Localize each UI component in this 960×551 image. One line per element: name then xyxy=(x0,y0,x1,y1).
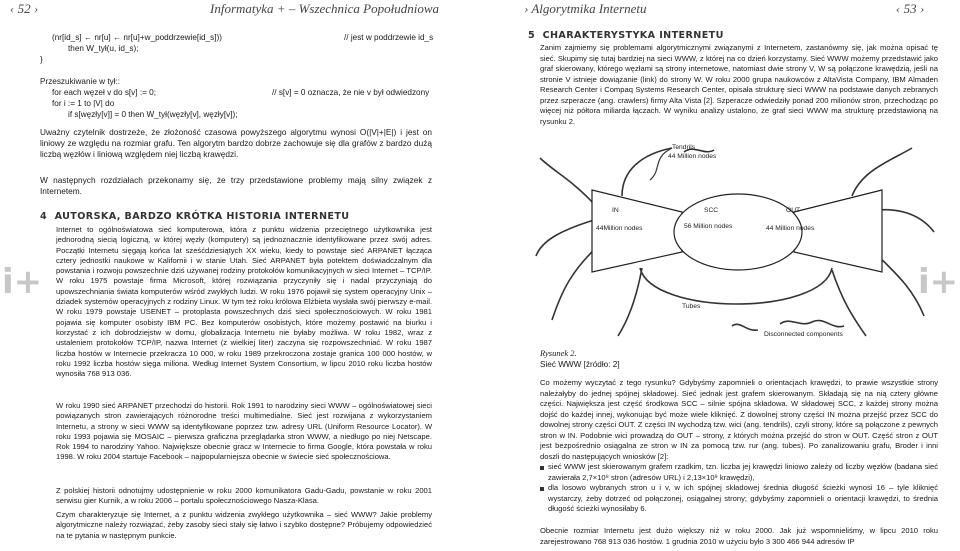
in-count: 44Million nodes xyxy=(596,225,643,232)
conclusion-item: sieć WWW jest skierowanym grafem rzadkim, tzn. liczba jej krawędzi liniowo zależy od liczby węzłów (badana sieć zawierała 2,7×10⁸ stron (adresów URL) i 2,13×10⁹ krawędzi), xyxy=(540,462,938,483)
bow-tie-diagram xyxy=(532,140,938,340)
paragraph-next-chapters: W następnych rozdziałach przekonamy się, że trzy przedstawione problemy mają silny związek z Internetem. xyxy=(40,175,432,197)
section-5-number: 5 xyxy=(528,30,536,41)
tendril-path xyxy=(852,148,912,196)
tendril-path xyxy=(536,220,594,256)
code-line-1: (nr[id_s] ← nr[u] ← nr[u]+w_poddrzewie[id_s])) xyxy=(52,33,222,42)
conclusions-list xyxy=(540,462,938,515)
scc-count: 56 Million nodes xyxy=(684,223,733,230)
paragraph-questions: Czym charakteryzuje się Internet, a z punktu widzenia zwykłego użytkownika – sieć WWW? Jakie problemy algorytmiczne należy rozwiązać, żeby zasoby sieci stały się łatwo i szybko dostępne? Próbujemy odpowiedzieć na te pytania w następnym punkcie. xyxy=(56,510,432,540)
tendrils-label: Tendrils xyxy=(672,144,696,151)
disconnected-label: Disconnected components xyxy=(764,331,843,338)
scc-label: SCC xyxy=(704,207,719,214)
code-line-5: for each węzeł v do s[v] := 0; xyxy=(52,88,156,97)
code-line-2: then W_tył(u, id_s); xyxy=(68,44,139,53)
right-running-title: › Algorytmika Internetu xyxy=(524,1,647,16)
left-running-title: Informatyka + – Wszechnica Popołudniowa xyxy=(210,1,440,16)
paragraph-complexity: Uważny czytelnik dostrzeże, że złożoność czasowa powyższego algorytmu wynosi O(|V|+|E|) i jest on liniowy ze względu na rozmiar grafu. Ten algorytm bardzo dobrze zachowuje się dla grafów z bardzo dużą liczbą węzłów i liniową względem niej liczbą krawędzi. xyxy=(40,127,432,160)
tendrils-count: 44 Million nodes xyxy=(668,153,717,160)
paragraph-internet-size: Obecnie rozmiar Internetu jest dużo większy niż w roku 2000. Jak już wspomnieliśmy, w lipcu 2010 roku zarejestrowano 768 913 036 hostów. 1 grudnia 2010 w użyciu było 3 300 466 944 adresów IP xyxy=(540,526,938,546)
section-5-title: CHARAKTERYSTYKA INTERNETU xyxy=(542,30,724,41)
page-header xyxy=(0,0,960,18)
tube-path xyxy=(640,268,832,304)
tendril-path xyxy=(622,148,672,196)
section-4-number: 4 xyxy=(40,211,48,222)
section-4-title: AUTORSKA, BARDZO KRÓTKA HISTORIA INTERNETU xyxy=(54,211,350,222)
paragraph-figure-analysis: Co możemy wyczytać z tego rysunku? Gdybyśmy zapomnieli o orientacjach krawędzi, to prawie wszystkie strony należałyby do jednej spójnej składowej. Sieć jednak jest grafem skierowanym. Składają się na nią cztery główne części. Największa jest część środkowa SCC – silnie spójna składowa. W składowej SCC, z każdej strony można dojść do każdej innej, wykonując być może wiele kliknięć. Z dowolnej strony części IN można przejść przez SCC do dowolnej strony części OUT. Z części IN wychodzą tzw. wici (ang. tendrils), czyli strony, które są połączone z pewnych stron w IN. Podobnie wici prowadzą do OUT – strony, z których można przejść do stron w OUT. Część stron z OUT jest bezpośrednio osiągalna ze stron w IN za pomocą tzw. rur (ang. tubes). Po zanalizowaniu grafu, Broder i inni doszli do następujących wniosków [2]: xyxy=(540,378,938,461)
tendril-path xyxy=(618,268,642,336)
section-5-heading xyxy=(528,30,724,41)
disconnected-path xyxy=(780,320,844,326)
tendril-path xyxy=(540,158,594,204)
section-4-heading xyxy=(40,211,350,222)
tendril-path xyxy=(878,210,934,232)
code-line-7: if s[węzły[v]] = 0 then W_tył(węzły[v], węzły[v]); xyxy=(68,110,238,119)
code-line-6: for i := 1 to |V| do xyxy=(52,99,115,108)
code-line-4: Przeszukiwanie w tył:: xyxy=(40,77,121,86)
code-comment-1: // jest w poddrzewie id_s xyxy=(344,33,434,42)
code-comment-5: // s[v] = 0 oznacza, że nie v był odwiedzony xyxy=(272,88,430,97)
paragraph-history-1: Internet to ogólnoświatowa sieć komputerowa, która z punktu widzenia przeciętnego użytkownika jest jednorodną siecią logiczną, w której węzły (komputery) są jednoznacznie identyfikowane przez swój adres. Początki Internetu sięgają końca lat sześćdziesiątych XX wieku, kiedy to powstaje sieć ARPANET łącząca cztery jednostki naukowe w Kalifornii i w stanie Utah. Sieć ARPANET była potektem doświadczalnym dla powstania i rozwoju powszechnie dziś używanej rodziny protokołów komunikacyjnych w sieci Internet – TCP/IP. W roku 1975 powstaje firma Microsoft, której rozwiązania przyczyniły się i nadal przyczyniają do upowszechniania świata komputerów wśród zwykłych ludzi. W roku 1976 pojawił się system operacyjny Unix – dziadek systemów operacyjnych z rodziny Linux. W tym też roku królowa Elżbieta wysłała swój pierwszy e-mail. W roku 1979 powstaje USENET – protoplasta powszechnych dziś sieci społecznościowych. W roku 1981 pojawia się komputer osobisty IBM PC. Bez komputerów osobistych, które możemy postawić na biurku i korzystać z ich dobrodziejstw w domu, globalizacja Internetu nie byłaby możliwa. W roku 1982, wraz z ustaleniem protokołów TCP/IP, nazwa Internet (z wielkiej liter) zaczyna się rozpowszechniać. W roku 1987 liczba hostów w Internecie przekracza 10 000, w roku 1989 przekroczona zostaje granica 100 000 hostów, w roku 1992 liczba hostów sięga miliona. Według Internet System Consortium, w lipcu 2010 roku liczba hostów wynosiła 768 913 036. xyxy=(56,225,432,379)
out-label: OUT xyxy=(786,207,801,214)
paragraph-www-graph: Zanim zajmiemy się problemami algorytmicznymi związanymi z Internetem, zastanówmy się, jak można opisać tę sieć. Skupimy się tutaj bardziej na sieci WWW, z której na co dzień korzystamy. Sieć WWW możemy przedstawić jako graf skierowany, którego węzłami są strony internetowe, natomiast dwie strony V, W są połączone krawędzią, jeśli na stronie V istnieje dowiązanie (link) do strony W. W roku 2000 grupa naukowców z AltaVista Company, IBM Almaden Research Center i Compaq Systems Research Center, opisała strukturę sieci WWW na podstawie danych zebranych przez szperacze (ang. crawlers) firmy Alta Vista [2]. Szperacze odwiedziły ponad 200 milionów stron, przechodząc po więcej niż półtora miliarda łączach. W wyniku analizy ustalono, że graf sieci WWW ma strukturę przedstawioną na rysunku 2. xyxy=(540,43,938,126)
figure-caption-label: Rysunek 2. xyxy=(540,348,577,358)
in-label: IN xyxy=(612,207,619,214)
scc-region xyxy=(674,194,802,270)
paragraph-polish-history: Z polskiej historii odnotujmy udostępnienie w roku 2000 komunikatora Gadu-Gadu, powstanie w roku 2001 serwisu gier Kurnik, a w roku 2006 – portalu społecznościowego Nasza-Klasa. xyxy=(56,486,432,506)
code-line-3: } xyxy=(40,55,43,64)
disconnected-path xyxy=(732,324,758,330)
right-page-number: ‹ 53 › xyxy=(896,1,925,16)
tubes-label: Tubes xyxy=(682,303,701,310)
figure-caption-text: Sieć WWW [źródło: 2] xyxy=(540,360,620,369)
conclusion-item: dla losowo wybranych stron u i v, w ich spójnej składowej średnia długość ścieżki wynosi 16 – tyle kliknięć wystarczy, żeby dotrzeć od połączonej, osiągalnej strony; gdybyśmy zapomnieli o orientacji krawędzi, to średnia długość ścieżki wynosiłaby 6. xyxy=(540,483,938,515)
right-margin-logo: i+ xyxy=(918,262,959,302)
left-margin-logo: i+ xyxy=(2,262,43,302)
paragraph-history-2: W roku 1990 sieć ARPANET przechodzi do historii. Rok 1991 to narodziny sieci WWW – ogólnoświatowej sieci powiązanych stron zawierających różnorodne treści multimedialne. Sieć jest rozwijana z wykorzystaniem Internetu, a strony w sieci WWW są identyfikowane poprzez tzw. adresy URL (Uniform Resource Locator). W roku 1993 pojawia się MOSAIC – pierwsza graficzna przeglądarka stron WWW, a niedługo po niej Netscape. Rok 1994 to narodziny Yahoo. Największe obecnie gracz w Internecie to firma Google, która powstała w roku 1998. W roku 2004 startuje Facebook – najpopularniejsza obecnie w świecie sieć społecznościowa. xyxy=(56,401,432,462)
out-count: 44 Million nodes xyxy=(766,225,815,232)
left-page-number: ‹ 52 › xyxy=(10,1,39,16)
